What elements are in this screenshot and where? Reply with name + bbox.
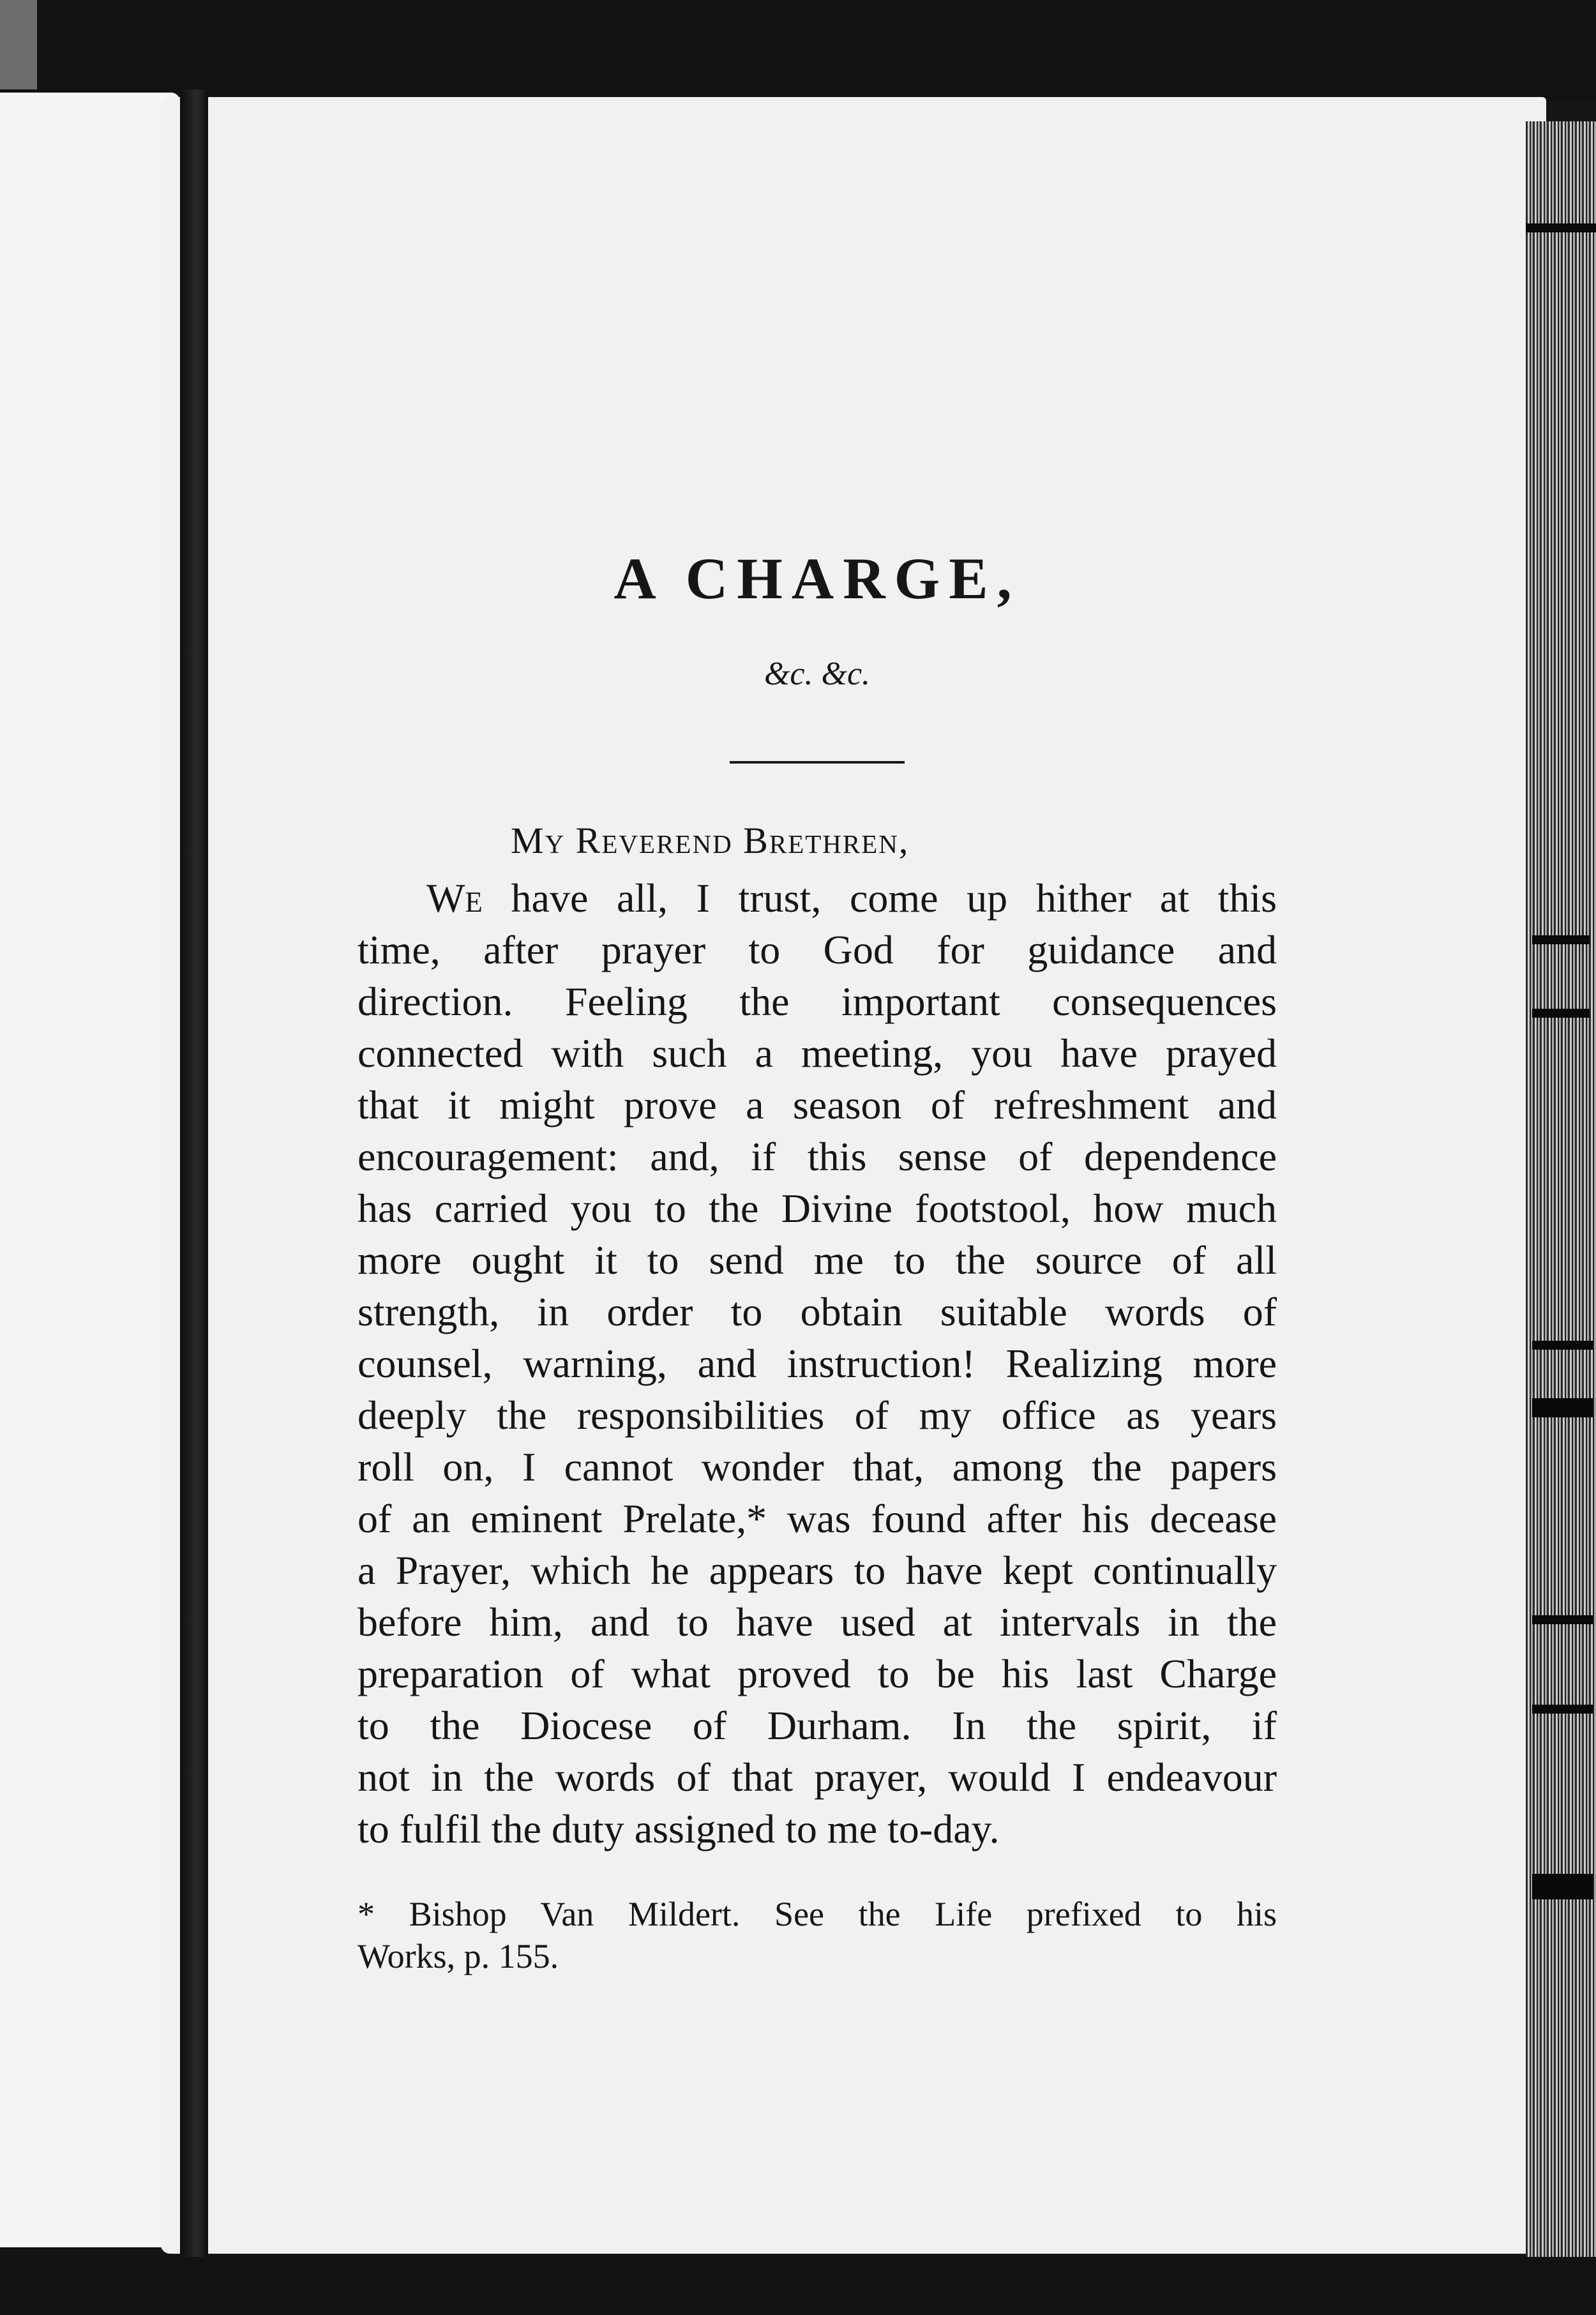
page-stack-edge — [1526, 121, 1596, 2292]
page-subtitle: &c. &c. — [764, 656, 871, 692]
body-line: strength, in order to obtain suitable words of — [358, 1289, 1277, 1334]
body-line: has carried you to the Divine footstool, how much — [358, 1186, 1277, 1231]
book-gutter — [180, 89, 208, 2260]
salutation: My Reverend Brethren, — [511, 820, 910, 861]
footnote — [358, 1893, 1277, 1977]
body-line: connected with such a meeting, you have prayed — [358, 1030, 1277, 1076]
body-line: to fulfil the duty assigned to me to-day. — [358, 1806, 1000, 1851]
scan-bottom-border — [0, 2257, 1596, 2315]
page-content — [358, 546, 1277, 1977]
body-line: preparation of what proved to be his last Charge — [358, 1651, 1277, 1696]
body-line: before him, and to have used at intervals in the — [358, 1599, 1277, 1645]
scan-top-border — [0, 0, 1596, 102]
body-line: of an eminent Prelate,* was found after his decease — [358, 1496, 1277, 1541]
footnote-line: * Bishop Van Mildert. See the Life prefixed to his — [358, 1895, 1277, 1933]
body-line: time, after prayer to God for guidance and — [358, 927, 1277, 972]
edge-shadow-mark — [1526, 223, 1596, 232]
body-line-text: have all, I trust, come up hither at this — [511, 875, 1277, 921]
body-line: that it might prove a season of refreshment and — [358, 1082, 1277, 1127]
edge-shadow-mark — [1532, 1874, 1593, 1899]
lead-word: We — [426, 875, 483, 921]
body-line: more ought it to send me to the source of all — [358, 1237, 1277, 1283]
footnote-line: Works, p. 155. — [358, 1937, 559, 1975]
edge-shadow-mark — [1532, 1341, 1593, 1350]
page-title: A CHARGE, — [614, 546, 1021, 611]
body-line: counsel, warning, and instruction! Realizing more — [358, 1341, 1277, 1386]
body-line — [358, 872, 1277, 924]
edge-shadow-mark — [1532, 1009, 1590, 1018]
body-line: deeply the responsibilities of my office as years — [358, 1392, 1277, 1438]
edge-shadow-mark — [1532, 1398, 1593, 1417]
body-line: not in the words of that prayer, would I endeavour — [358, 1754, 1277, 1800]
title-divider-rule — [730, 761, 905, 764]
body-line: roll on, I cannot wonder that, among the papers — [358, 1444, 1277, 1489]
body-line: encouragement: and, if this sense of dependence — [358, 1134, 1277, 1179]
facing-page-edge — [0, 93, 180, 2247]
body-line: a Prayer, which he appears to have kept continually — [358, 1548, 1277, 1593]
edge-shadow-mark — [1532, 1615, 1593, 1624]
scan-corner-patch — [0, 0, 37, 89]
body-paragraph — [358, 872, 1277, 1855]
body-line: direction. Feeling the important consequences — [358, 979, 1277, 1024]
body-line: to the Diocese of Durham. In the spirit, if — [358, 1703, 1277, 1748]
edge-shadow-mark — [1532, 935, 1590, 944]
edge-shadow-mark — [1532, 1705, 1593, 1714]
